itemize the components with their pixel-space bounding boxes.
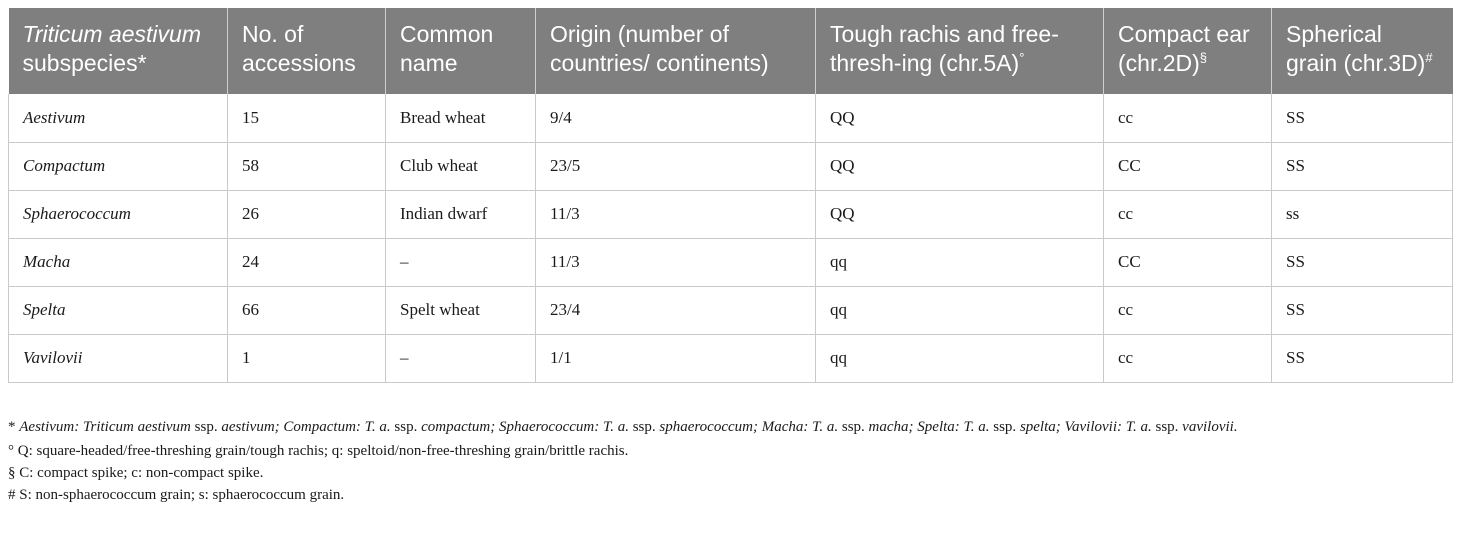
footnote-star	[8, 416, 1452, 438]
footnote-hash: # S: non-sphaerococcum grain; s: sphaerococcum grain.	[8, 487, 345, 503]
footnote-star-part: ssp.	[190, 419, 222, 435]
footnote-star-part: ssp.	[1151, 419, 1183, 435]
header-subspecies: Triticum aestivum subspecies*	[9, 8, 228, 94]
cell-spherical-grain: SS	[1272, 334, 1453, 382]
cell-subspecies: Compactum	[9, 142, 228, 190]
cell-subspecies: Macha	[9, 238, 228, 286]
cell-origin: 23/4	[536, 286, 816, 334]
footnote-star-part: sphaerococcum; Macha: T. a.	[659, 419, 839, 435]
data-table-container	[8, 8, 1452, 383]
wheat-subspecies-table	[8, 8, 1453, 383]
cell-origin: 23/5	[536, 142, 816, 190]
cell-tough-rachis: qq	[816, 238, 1104, 286]
cell-spherical-grain: SS	[1272, 238, 1453, 286]
cell-subspecies: Spelta	[9, 286, 228, 334]
cell-tough-rachis: qq	[816, 334, 1104, 382]
cell-spherical-grain: SS	[1272, 142, 1453, 190]
footnote-star-part: ssp.	[989, 419, 1020, 435]
footnote-star-part: ssp.	[838, 419, 869, 435]
cell-accessions: 26	[228, 190, 386, 238]
header-compact-ear: Compact ear (chr.2D)§	[1104, 8, 1272, 94]
footnote-star-part: compactum; Sphaerococcum: T. a.	[421, 419, 629, 435]
footnote-star-part: *	[8, 419, 20, 435]
header-accessions: No. of accessions	[228, 8, 386, 94]
footnote-star-part: Aestivum: Triticum aestivum	[19, 419, 191, 435]
cell-spherical-grain: SS	[1272, 286, 1453, 334]
cell-common-name: Spelt wheat	[386, 286, 536, 334]
cell-accessions: 15	[228, 94, 386, 142]
cell-subspecies: Aestivum	[9, 94, 228, 142]
cell-common-name: Indian dwarf	[386, 190, 536, 238]
cell-common-name: Club wheat	[386, 142, 536, 190]
cell-origin: 11/3	[536, 190, 816, 238]
table-row	[9, 190, 1453, 238]
cell-tough-rachis: qq	[816, 286, 1104, 334]
header-spherical-grain: Spherical grain (chr.3D)#	[1272, 8, 1453, 94]
header-tough-rachis: Tough rachis and free-thresh-ing (chr.5A)°	[816, 8, 1104, 94]
table-footnotes	[8, 416, 1452, 506]
header-origin: Origin (number of countries/ continents)	[536, 8, 816, 94]
cell-accessions: 66	[228, 286, 386, 334]
footnote-star-part: spelta; Vavilovii: T. a.	[1019, 419, 1152, 435]
cell-compact-ear: cc	[1104, 94, 1272, 142]
cell-accessions: 24	[228, 238, 386, 286]
table-row	[9, 238, 1453, 286]
table-header-row	[9, 8, 1453, 94]
cell-tough-rachis: QQ	[816, 142, 1104, 190]
header-common-name: Common name	[386, 8, 536, 94]
cell-spherical-grain: SS	[1272, 94, 1453, 142]
cell-compact-ear: CC	[1104, 238, 1272, 286]
footnote-star-part: macha; Spelta: T. a.	[868, 419, 990, 435]
cell-origin: 1/1	[536, 334, 816, 382]
cell-tough-rachis: QQ	[816, 190, 1104, 238]
cell-accessions: 58	[228, 142, 386, 190]
cell-subspecies: Sphaerococcum	[9, 190, 228, 238]
footnote-star-part: ssp.	[390, 419, 422, 435]
table-row	[9, 142, 1453, 190]
table-row	[9, 334, 1453, 382]
cell-common-name: –	[386, 238, 536, 286]
cell-compact-ear: cc	[1104, 334, 1272, 382]
cell-accessions: 1	[228, 334, 386, 382]
cell-tough-rachis: QQ	[816, 94, 1104, 142]
footnote-star-part: ssp.	[628, 419, 660, 435]
cell-origin: 9/4	[536, 94, 816, 142]
table-row	[9, 94, 1453, 142]
cell-common-name: –	[386, 334, 536, 382]
footnote-star-part: aestivum; Compactum: T. a.	[221, 419, 391, 435]
cell-compact-ear: cc	[1104, 190, 1272, 238]
table-row	[9, 286, 1453, 334]
cell-common-name: Bread wheat	[386, 94, 536, 142]
footnote-degree: ° Q: square-headed/free-threshing grain/tough rachis; q: speltoid/non-free-threshing grain/brittle rachis.	[8, 443, 629, 459]
cell-origin: 11/3	[536, 238, 816, 286]
footnote-section: § C: compact spike; c: non-compact spike.	[8, 465, 264, 481]
cell-subspecies: Vavilovii	[9, 334, 228, 382]
cell-spherical-grain: ss	[1272, 190, 1453, 238]
cell-compact-ear: CC	[1104, 142, 1272, 190]
cell-compact-ear: cc	[1104, 286, 1272, 334]
footnote-star-part: vavilovii.	[1182, 419, 1238, 435]
